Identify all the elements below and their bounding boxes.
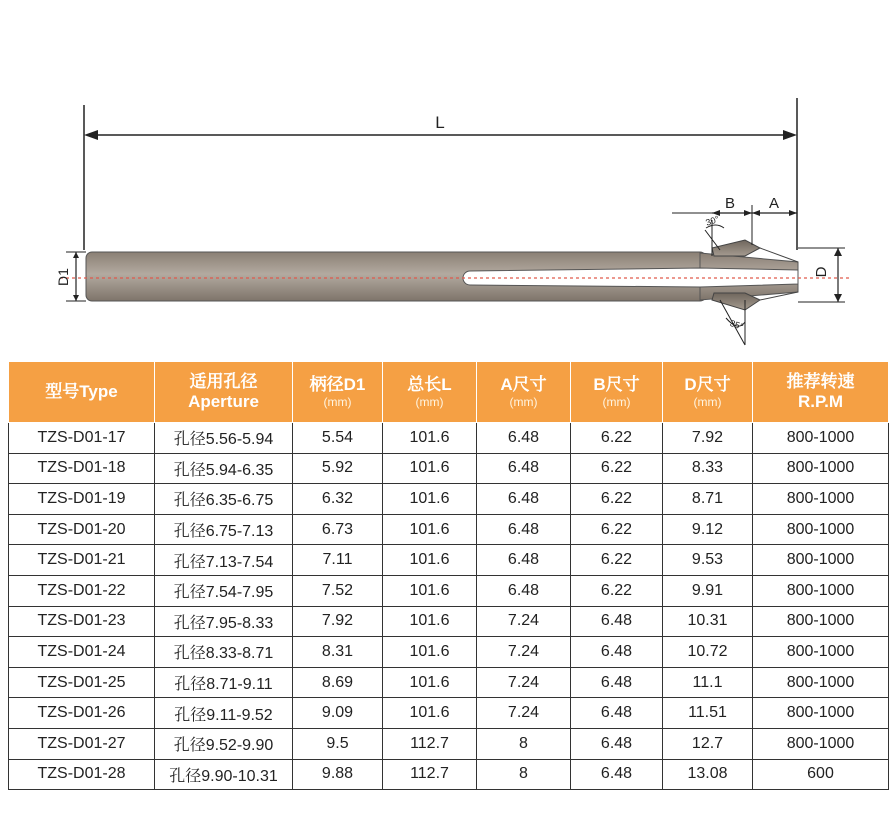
cell-b-size: 6.48	[571, 728, 663, 759]
table-row	[9, 545, 889, 576]
cell-shank-d1: 5.92	[293, 453, 383, 484]
cell-a-size: 7.24	[477, 667, 571, 698]
header-a-size	[477, 362, 571, 423]
spec-table	[8, 361, 889, 790]
cell-aperture: 孔径6.75-7.13	[155, 514, 293, 545]
header-sub-text: (mm)	[602, 395, 631, 409]
cell-a-size: 6.48	[477, 514, 571, 545]
cell-length-l: 101.6	[383, 453, 477, 484]
tool-diagram	[0, 0, 889, 360]
cell-aperture: 孔径9.90-10.31	[155, 759, 293, 790]
cell-length-l: 112.7	[383, 759, 477, 790]
cell-type: TZS-D01-26	[9, 698, 155, 729]
cell-type: TZS-D01-20	[9, 514, 155, 545]
cell-type: TZS-D01-17	[9, 423, 155, 454]
cell-b-size: 6.48	[571, 606, 663, 637]
header-sub-text: (mm)	[415, 395, 444, 409]
cell-d-size: 9.53	[663, 545, 753, 576]
dimension-a-b	[672, 195, 797, 245]
dimension-d	[798, 248, 845, 302]
cell-type: TZS-D01-19	[9, 484, 155, 515]
table-row	[9, 637, 889, 668]
cell-type: TZS-D01-24	[9, 637, 155, 668]
cell-a-size: 6.48	[477, 453, 571, 484]
label-d: D	[813, 266, 830, 278]
header-aperture	[155, 362, 293, 423]
cell-length-l: 101.6	[383, 575, 477, 606]
cell-aperture: 孔径8.33-8.71	[155, 637, 293, 668]
cell-aperture: 孔径5.56-5.94	[155, 423, 293, 454]
header-length-l	[383, 362, 477, 423]
cell-shank-d1: 8.31	[293, 637, 383, 668]
header-rpm	[753, 362, 889, 423]
header-d-size	[663, 362, 753, 423]
header-type	[9, 362, 155, 423]
cell-type: TZS-D01-21	[9, 545, 155, 576]
cell-shank-d1: 7.52	[293, 575, 383, 606]
label-b: B	[724, 195, 736, 212]
table-header-row	[9, 362, 889, 423]
cell-d-size: 9.12	[663, 514, 753, 545]
header-sub-text: (mm)	[693, 395, 722, 409]
cell-d-size: 10.72	[663, 637, 753, 668]
cell-d-size: 8.71	[663, 484, 753, 515]
header-shank-d1	[293, 362, 383, 423]
cell-rpm: 800-1000	[753, 545, 889, 576]
table-row	[9, 759, 889, 790]
cell-d-size: 9.91	[663, 575, 753, 606]
cell-d-size: 7.92	[663, 423, 753, 454]
cell-a-size: 8	[477, 728, 571, 759]
cell-aperture: 孔径9.52-9.90	[155, 728, 293, 759]
table-body	[9, 423, 889, 790]
cell-shank-d1: 9.09	[293, 698, 383, 729]
cell-length-l: 101.6	[383, 667, 477, 698]
cell-a-size: 8	[477, 759, 571, 790]
cell-shank-d1: 9.5	[293, 728, 383, 759]
cell-aperture: 孔径7.54-7.95	[155, 575, 293, 606]
label-angle-top: 30°	[704, 213, 721, 228]
header-main-text: 适用孔径	[189, 371, 258, 391]
label-a: A	[768, 195, 780, 212]
cell-b-size: 6.22	[571, 514, 663, 545]
cell-length-l: 101.6	[383, 423, 477, 454]
cell-rpm: 800-1000	[753, 453, 889, 484]
cell-b-size: 6.22	[571, 545, 663, 576]
cell-d-size: 11.51	[663, 698, 753, 729]
cell-rpm: 800-1000	[753, 423, 889, 454]
table-row	[9, 667, 889, 698]
cell-length-l: 101.6	[383, 484, 477, 515]
table-row	[9, 575, 889, 606]
cell-shank-d1: 7.92	[293, 606, 383, 637]
cell-type: TZS-D01-27	[9, 728, 155, 759]
cell-aperture: 孔径5.94-6.35	[155, 453, 293, 484]
cell-shank-d1: 6.32	[293, 484, 383, 515]
cell-b-size: 6.48	[571, 667, 663, 698]
top-blade	[704, 214, 798, 262]
cell-rpm: 800-1000	[753, 698, 889, 729]
cell-rpm: 800-1000	[753, 514, 889, 545]
cell-rpm: 800-1000	[753, 606, 889, 637]
cell-shank-d1: 6.73	[293, 514, 383, 545]
cell-b-size: 6.22	[571, 484, 663, 515]
cell-a-size: 7.24	[477, 606, 571, 637]
header-main-text: 柄径D1	[309, 374, 366, 394]
table-row	[9, 606, 889, 637]
cell-length-l: 101.6	[383, 637, 477, 668]
cell-a-size: 6.48	[477, 545, 571, 576]
cell-type: TZS-D01-25	[9, 667, 155, 698]
cell-shank-d1: 9.88	[293, 759, 383, 790]
cell-shank-d1: 5.54	[293, 423, 383, 454]
table-row	[9, 514, 889, 545]
cell-b-size: 6.48	[571, 698, 663, 729]
cell-b-size: 6.22	[571, 575, 663, 606]
header-main-text: B尺寸	[593, 374, 640, 394]
cell-aperture: 孔径9.11-9.52	[155, 698, 293, 729]
cell-rpm: 800-1000	[753, 667, 889, 698]
cell-d-size: 12.7	[663, 728, 753, 759]
bottom-blade	[712, 292, 798, 345]
cell-d-size: 10.31	[663, 606, 753, 637]
cell-length-l: 101.6	[383, 514, 477, 545]
cell-type: TZS-D01-28	[9, 759, 155, 790]
cell-aperture: 孔径6.35-6.75	[155, 484, 293, 515]
label-d1: D1	[55, 268, 71, 286]
cell-a-size: 7.24	[477, 698, 571, 729]
header-main-text: 总长L	[407, 374, 452, 394]
cell-d-size: 8.33	[663, 453, 753, 484]
cell-b-size: 6.22	[571, 423, 663, 454]
cell-b-size: 6.22	[571, 453, 663, 484]
cell-length-l: 112.7	[383, 728, 477, 759]
dimension-d1	[55, 252, 86, 301]
cell-b-size: 6.48	[571, 759, 663, 790]
cell-rpm: 800-1000	[753, 637, 889, 668]
header-sub-text: (mm)	[509, 395, 538, 409]
table-row	[9, 728, 889, 759]
cell-aperture: 孔径8.71-9.11	[155, 667, 293, 698]
cell-type: TZS-D01-18	[9, 453, 155, 484]
tool-body	[86, 252, 798, 301]
cell-shank-d1: 8.69	[293, 667, 383, 698]
cell-length-l: 101.6	[383, 698, 477, 729]
cell-rpm: 800-1000	[753, 484, 889, 515]
cell-aperture: 孔径7.13-7.54	[155, 545, 293, 576]
table-row	[9, 484, 889, 515]
table-row	[9, 423, 889, 454]
label-angle-bottom: 35°	[728, 317, 745, 332]
header-sub-text: (mm)	[323, 395, 352, 409]
cell-shank-d1: 7.11	[293, 545, 383, 576]
cell-aperture: 孔径7.95-8.33	[155, 606, 293, 637]
header-main-text: 推荐转速	[786, 371, 855, 391]
table-row	[9, 698, 889, 729]
cell-a-size: 6.48	[477, 423, 571, 454]
cell-rpm: 600	[753, 759, 889, 790]
header-b-size	[571, 362, 663, 423]
label-l: L	[435, 113, 445, 132]
header-main-text: 型号Type	[45, 381, 118, 401]
cell-rpm: 800-1000	[753, 575, 889, 606]
cell-length-l: 101.6	[383, 606, 477, 637]
cell-length-l: 101.6	[383, 545, 477, 576]
cell-a-size: 6.48	[477, 484, 571, 515]
table-row	[9, 453, 889, 484]
cell-type: TZS-D01-22	[9, 575, 155, 606]
cell-d-size: 11.1	[663, 667, 753, 698]
cell-b-size: 6.48	[571, 637, 663, 668]
cell-rpm: 800-1000	[753, 728, 889, 759]
dimension-l	[84, 98, 797, 250]
cell-type: TZS-D01-23	[9, 606, 155, 637]
header-main-text: D尺寸	[684, 374, 731, 394]
cell-a-size: 6.48	[477, 575, 571, 606]
cell-d-size: 13.08	[663, 759, 753, 790]
header-sub-text: Aperture	[188, 392, 259, 411]
cell-a-size: 7.24	[477, 637, 571, 668]
header-sub-text: R.P.M	[797, 392, 844, 411]
header-main-text: A尺寸	[500, 374, 547, 394]
